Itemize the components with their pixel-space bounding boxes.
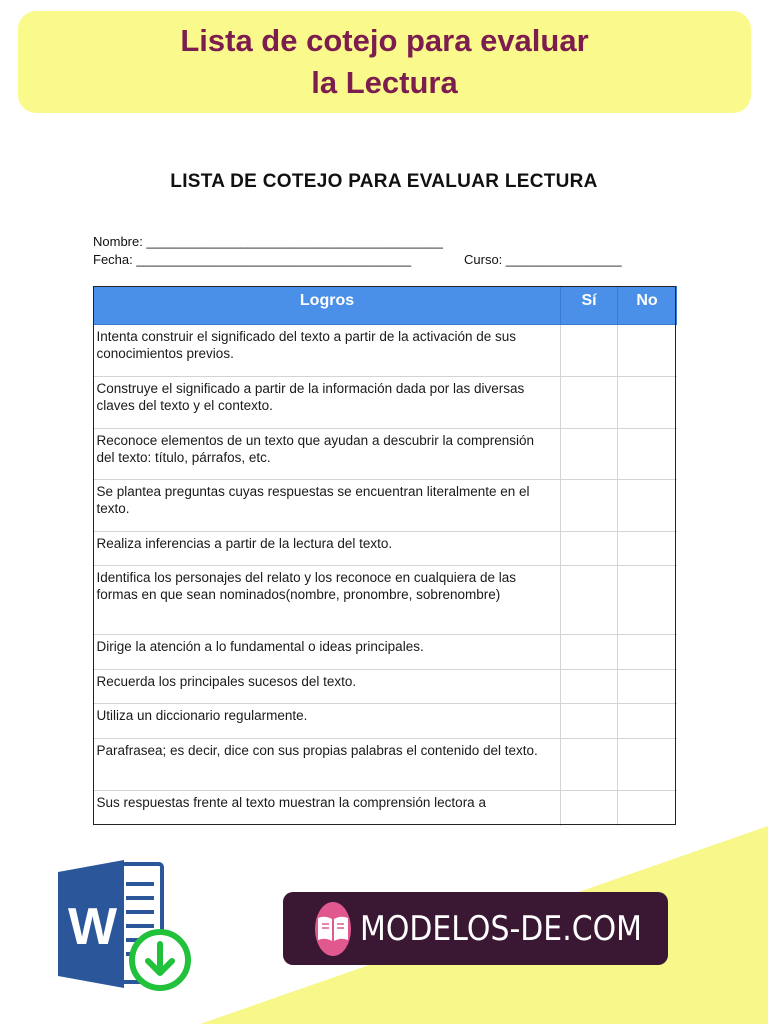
logro-text: Se plantea preguntas cuyas respuestas se encuentran literalmente en el texto. — [94, 480, 561, 532]
table-row — [94, 791, 677, 826]
si-checkbox-cell[interactable] — [561, 791, 618, 826]
logro-text: Reconoce elementos de un texto que ayudan a descubrir la comprensión del texto: título, párrafos, etc. — [94, 429, 561, 480]
no-checkbox-cell[interactable] — [618, 429, 677, 480]
si-checkbox-cell[interactable] — [561, 635, 618, 670]
no-checkbox-cell[interactable] — [618, 739, 677, 791]
brand-logo-button[interactable] — [283, 892, 668, 965]
table-row — [94, 566, 677, 635]
si-checkbox-cell[interactable] — [561, 325, 618, 377]
banner-title-line2: la Lectura — [311, 65, 458, 100]
nombre-field[interactable]: Nombre: _________________________________________ — [93, 234, 443, 249]
logro-text: Construye el significado a partir de la información dada por las diversas claves del texto y el contexto. — [94, 377, 561, 429]
no-checkbox-cell[interactable] — [618, 566, 677, 635]
curso-field[interactable]: Curso: ________________ — [464, 252, 622, 267]
document-title: LISTA DE COTEJO PARA EVALUAR LECTURA — [170, 171, 598, 192]
header-no: No — [618, 287, 677, 325]
table-row — [94, 377, 677, 429]
fecha-field[interactable]: Fecha: ______________________________________ — [93, 252, 412, 267]
no-checkbox-cell[interactable] — [618, 377, 677, 429]
logro-text: Identifica los personajes del relato y los reconoce en cualquiera de las formas en que sean nominados(nombre, pronombre, sobrenombre) — [94, 566, 561, 635]
si-checkbox-cell[interactable] — [561, 429, 618, 480]
logro-text: Intenta construir el significado del texto a partir de la activación de sus conocimientos previos. — [94, 325, 561, 377]
table-row — [94, 739, 677, 791]
no-checkbox-cell[interactable] — [618, 325, 677, 377]
table-row — [94, 704, 677, 739]
logro-text: Dirige la atención a lo fundamental o ideas principales. — [94, 635, 561, 670]
si-checkbox-cell[interactable] — [561, 480, 618, 532]
logro-text: Sus respuestas frente al texto muestran la comprensión lectora a — [96, 795, 486, 810]
checklist-table — [93, 286, 677, 826]
logro-text: Realiza inferencias a partir de la lectura del texto. — [94, 532, 561, 566]
si-checkbox-cell[interactable] — [561, 739, 618, 791]
logro-text: Utiliza un diccionario regularmente. — [94, 704, 561, 739]
header-banner — [18, 11, 751, 113]
table-row — [94, 429, 677, 480]
no-checkbox-cell[interactable] — [618, 532, 677, 566]
logro-text: Recuerda los principales sucesos del texto. — [94, 670, 561, 704]
logro-text: Parafrasea; es decir, dice con sus propias palabras el contenido del texto. — [94, 739, 561, 791]
si-checkbox-cell[interactable] — [561, 377, 618, 429]
si-checkbox-cell[interactable] — [561, 566, 618, 635]
no-checkbox-cell[interactable] — [618, 704, 677, 739]
table-header-row — [94, 287, 677, 325]
brand-text: MODELOS-DE.COM — [360, 908, 642, 949]
table-row — [94, 670, 677, 704]
no-checkbox-cell[interactable] — [618, 791, 677, 826]
header-logros: Logros — [94, 287, 561, 325]
svg-text:W: W — [68, 898, 118, 956]
book-icon — [315, 902, 351, 956]
banner-title-line1: Lista de cotejo para evaluar — [180, 23, 589, 58]
no-checkbox-cell[interactable] — [618, 635, 677, 670]
header-si: Sí — [561, 287, 618, 325]
si-checkbox-cell[interactable] — [561, 704, 618, 739]
table-row — [94, 325, 677, 377]
si-checkbox-cell[interactable] — [561, 670, 618, 704]
table-row — [94, 532, 677, 566]
si-checkbox-cell[interactable] — [561, 532, 618, 566]
table-row — [94, 635, 677, 670]
table-row — [94, 480, 677, 532]
no-checkbox-cell[interactable] — [618, 670, 677, 704]
word-download-icon[interactable] — [58, 858, 198, 998]
no-checkbox-cell[interactable] — [618, 480, 677, 532]
